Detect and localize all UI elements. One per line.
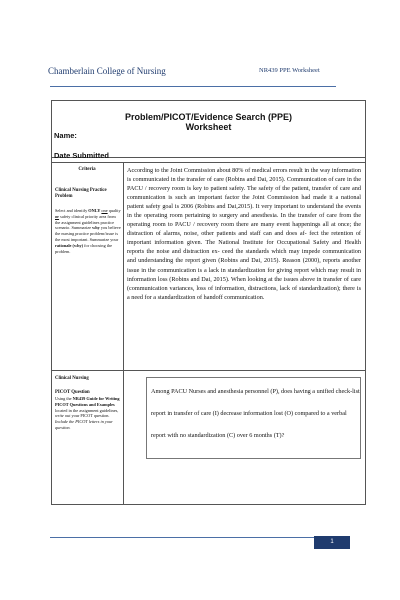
problem-response-text: According to the Joint Commission about 80% of medical errors result in the way information is communicated in the transfer of care (Robins and Dai, 2015). Communication of care in the PACU / recovery room is key to patient safety. The safety of the patient, transfer of care and communication is such an important factor the Joint Commission had made it a national patient safety goal is 2006 (Robins and Dai,2015). It very important to understand the events in the operating room pertaining to surgery and anesthesia. In the transfer of care from the operating room to PACU / recovery room there are many event happenings all at once; the distraction of alarms, noise, other patients and staff can and does af- fect the retention of important information given. The National Institute for Occupational Safety and Health reports the noise and distraction ex- ceed the standards which may impede communication and understanding the report given (Robins and Dai, 2015). Reason (2000), reports another issue in the communication is a lack in standardization for giving report which may result in information loss (Robins and Dai, 2015). When looking at the issues above in transfer of care (communication variances, loss of information, distractions, lack of standardization); there is a need for a standardization of handoff communication. [127,167,361,301]
college-name: Chamberlain College of Nursing [48,66,166,76]
page-number-badge: 1 [314,536,350,549]
criteria-problem-title: Clinical Nursing Practice Problem [55,188,107,199]
criteria-picot-cell [55,376,121,431]
picot-response-text: Among PACU Nurses and anesthesia personnel (P), does having a unified check-list report in transfer of care (I) decrease information lost (O) compared to a verbal report with no standardization (C) over 6 months (T)? [151,388,360,439]
title-line-1: Problem/PICOT/Evidence Search (PPE) [124,112,293,122]
name-label: Name: [54,131,77,140]
criteria-picot-title-1: Clinical Nursing [55,376,89,381]
footer-rule [50,537,314,538]
title-line-2: Worksheet [185,122,232,132]
header-rule [50,86,336,87]
row-divider [51,370,366,371]
criteria-picot-instructions: Using the NR439 Guide for Writing PICOT Questions and Examples located in the assignment guidelines, write out your PICOT question. Include the PICOT letters in your question. [55,396,120,430]
criteria-picot-title-2: PICOT Question [55,390,90,395]
criteria-heading: Criteria [78,167,96,172]
criteria-problem-cell [55,188,121,254]
worksheet-title [51,112,366,132]
criteria-problem-instructions: Select and identify ONLY one quality or safety clinical priority area from the assignment guidelines practice scenario. Summarize why you believe the nursing practice problem/issue is the most important. Summarize your rationale (why) for choosing the problem. [55,208,121,254]
column-divider [123,162,124,505]
date-submitted-label: Date Submitted [54,151,110,160]
date-row-rule [51,162,366,163]
worksheet-code: NR439 PPE Worksheet [259,67,320,74]
